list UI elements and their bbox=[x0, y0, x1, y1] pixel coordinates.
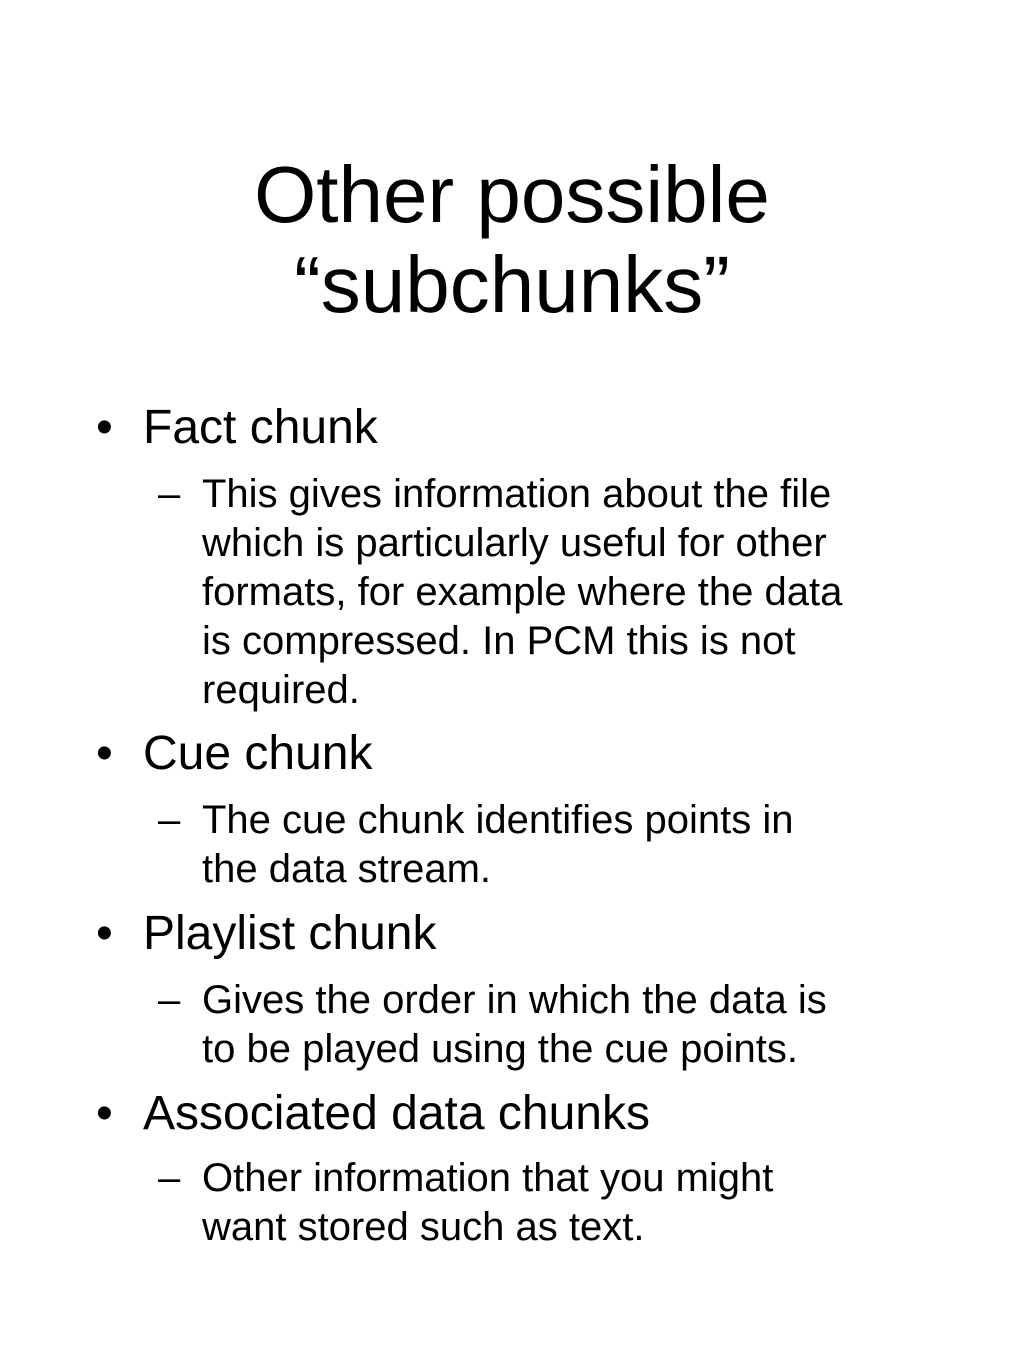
slide-title-line-2: “subchunks” bbox=[294, 240, 730, 329]
bullet-heading: Fact chunk bbox=[143, 401, 378, 454]
bullet-dot-icon: • bbox=[96, 907, 113, 960]
bullet-heading: Playlist chunk bbox=[143, 907, 437, 960]
sub-bullet-line: This gives information about the file bbox=[202, 472, 832, 516]
sub-bullet-text bbox=[202, 976, 962, 1074]
dash-icon: – bbox=[158, 978, 181, 1022]
sub-bullet-line: is compressed. In PCM this is not bbox=[202, 619, 796, 663]
sub-bullet-line: the data stream. bbox=[202, 847, 492, 891]
sub-bullet-text bbox=[202, 1154, 962, 1252]
slide-title-line-1: Other possible bbox=[254, 150, 770, 239]
sub-bullet-line: which is particularly useful for other bbox=[202, 521, 827, 565]
sub-bullet-line: Gives the order in which the data is bbox=[202, 978, 827, 1022]
sub-bullet-line: want stored such as text. bbox=[202, 1205, 645, 1249]
sub-bullet-line: The cue chunk identifies points in bbox=[202, 798, 794, 842]
sub-bullet-text bbox=[202, 470, 962, 715]
sub-bullet-line: to be played using the cue points. bbox=[202, 1027, 798, 1071]
bullet-dot-icon: • bbox=[96, 727, 113, 780]
dash-icon: – bbox=[158, 798, 181, 842]
bullet-heading: Cue chunk bbox=[143, 727, 373, 780]
bullet-dot-icon: • bbox=[96, 1087, 113, 1140]
bullet-dot-icon: • bbox=[96, 401, 113, 454]
sub-bullet-line: formats, for example where the data bbox=[202, 570, 843, 614]
bullet-heading: Associated data chunks bbox=[143, 1087, 650, 1140]
slide-title bbox=[0, 150, 1024, 330]
sub-bullet-text bbox=[202, 796, 962, 894]
dash-icon: – bbox=[158, 1156, 181, 1200]
sub-bullet-line: required. bbox=[202, 668, 360, 712]
sub-bullet-line: Other information that you might bbox=[202, 1156, 774, 1200]
dash-icon: – bbox=[158, 472, 181, 516]
